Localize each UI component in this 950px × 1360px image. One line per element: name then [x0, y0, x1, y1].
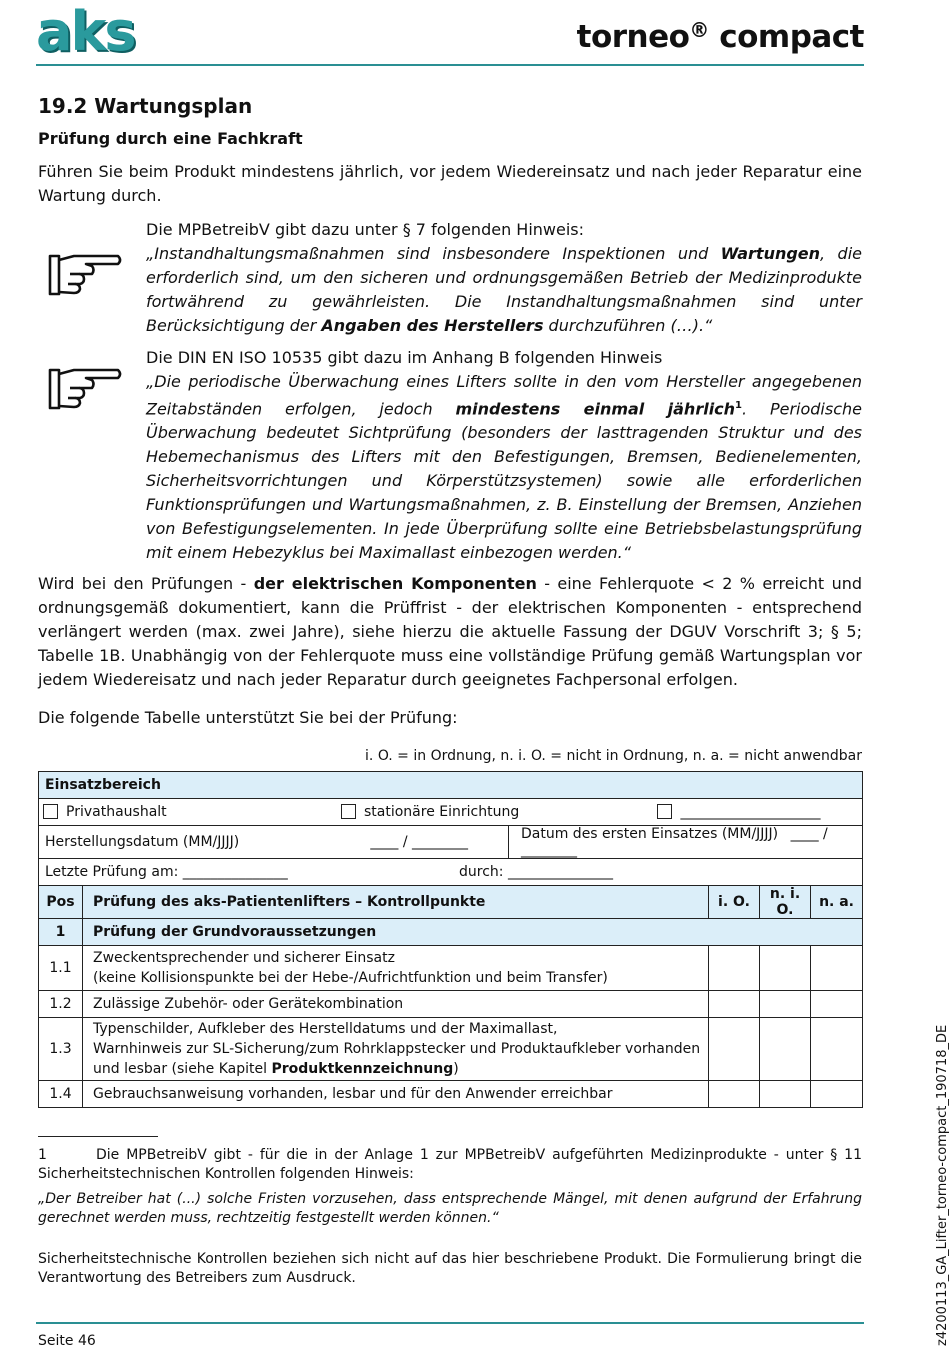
row-text-part: ): [453, 1061, 459, 1077]
note1-quote-part: , die erforderlich sind, um den sicheren und ordnungsgemäßen Betrieb der Medizinprodukte fortwährend zu gewährleisten. Die Instandhaltungsmaßnahmen sind unter Berücksichtigung der: [146, 244, 862, 335]
footnote-1: [38, 1146, 862, 1184]
letzte-pruefung-field: [39, 859, 863, 886]
col-header-na: n. a.: [811, 886, 863, 919]
row-pos: 1.3: [39, 1018, 83, 1081]
table-row: [39, 799, 863, 826]
check-na-cell[interactable]: [811, 991, 863, 1018]
table-legend: i. O. = in Ordnung, n. i. O. = nicht in Ordnung, n. a. = nicht anwendbar: [365, 748, 862, 764]
intro-paragraph: Führen Sie beim Produkt mindestens jährlich, vor jedem Wiedereinsatz und nach jeder Reparatur eine Wartung durch.: [38, 162, 862, 205]
check-io-cell[interactable]: [709, 946, 760, 991]
option-label: Privathaushalt: [66, 804, 167, 820]
check-na-cell[interactable]: [811, 1018, 863, 1081]
einsatzbereich-options: [39, 799, 863, 826]
check-na-cell[interactable]: [811, 946, 863, 991]
registered-mark: ®: [689, 18, 709, 42]
note-din-en-iso: [146, 346, 862, 565]
check-na-cell[interactable]: [811, 1081, 863, 1108]
letzte-pruefung-label[interactable]: Letzte Prüfung am: _______________: [45, 864, 288, 880]
pointing-hand-icon: [46, 362, 124, 414]
field-label: Herstellungsdatum (MM/JJJJ): [45, 834, 240, 850]
row-text-line: Typenschilder, Aufkleber des Herstelldatums und der Maximallast,: [93, 1021, 558, 1037]
footnote-marker: 1: [735, 400, 743, 411]
header-rule: [36, 64, 864, 66]
row-text-line: [93, 1059, 702, 1079]
page-number: Seite 46: [38, 1333, 96, 1349]
note2-lead: Die DIN EN ISO 10535 gibt dazu im Anhang B folgenden Hinweis: [146, 348, 663, 367]
pointing-hand-icon: [46, 248, 124, 300]
note1-bold-angaben: Angaben des Herstellers: [321, 316, 544, 335]
durch-label[interactable]: durch: _______________: [459, 864, 613, 880]
table-row: [39, 772, 863, 799]
checkbox-stationaer[interactable]: [341, 804, 356, 819]
check-nio-cell[interactable]: [760, 1018, 811, 1081]
table-row: [39, 991, 863, 1018]
section-pos: 1: [39, 919, 83, 946]
row-pos: 1.1: [39, 946, 83, 991]
footnote-number: 1: [38, 1147, 47, 1163]
note2-quote-part: „Die periodische Überwachung eines Lifters sollte in den vom Hersteller angegebenen Zeitabständen erfolgen, jedoch: [146, 372, 862, 419]
row-description: [83, 946, 709, 991]
row-text-part: und lesbar (siehe Kapitel: [93, 1061, 272, 1077]
note1-quote: [146, 242, 862, 338]
row-text-line: Zweckentsprechender und sicherer Einsatz: [93, 950, 395, 966]
row-text-line: (keine Kollisionspunkte bei der Hebe-/Aufrichtfunktion und beim Transfer): [93, 970, 608, 986]
table-row: [39, 1081, 863, 1108]
checkbox-privathaushalt[interactable]: [43, 804, 58, 819]
note2-quote: [146, 370, 862, 565]
table-row: [39, 1018, 863, 1081]
table-row: [39, 826, 863, 859]
field-blank[interactable]: ____ / ________: [370, 834, 468, 850]
check-io-cell[interactable]: [709, 991, 760, 1018]
check-nio-cell[interactable]: [760, 946, 811, 991]
row-pos: 1.2: [39, 991, 83, 1018]
note1-quote-part: durchzuführen (…).“: [543, 316, 713, 335]
section-row: [39, 919, 863, 946]
row-pos: 1.4: [39, 1081, 83, 1108]
document-code: z4200113_GA_Lifter_torneo-compact_190718_DE: [935, 1024, 950, 1346]
erster-einsatz-field: [509, 826, 863, 859]
footer-rule: [36, 1322, 864, 1324]
col-header-io: i. O.: [709, 886, 760, 919]
note2-quote-part: . Periodische Überwachung bedeutet Sichtprüfung (besonders der lasttragenden Struktur und des Hebemechanismus des Lifters mit den Befestigungen, Bremsen, Bedienelementen, Sicherheitsvorrichtungen und Körperstützsystemen) sowie alle erforderlichen Funktionsprüfungen und Wartungsmaßnahmen, z. B. Einstellung der Bremsen, Anziehen von Befestigungselementen. In jede Überprüfung sollte eine Betriebsbelastungsprüfung mit einem Hebezyklus bei Maximallast einbezogen werden.“: [146, 399, 862, 563]
section-title-cell: Prüfung der Grundvoraussetzungen: [83, 919, 863, 946]
other-blank: ____________________: [680, 804, 821, 820]
note1-lead: Die MPBetreibV gibt dazu unter § 7 folgenden Hinweis:: [146, 220, 585, 239]
table-row: [39, 859, 863, 886]
footnote-quote: „Der Betreiber hat (...) solche Fristen vorzusehen, dass entsprechende Mängel, mit denen aufgrund der Erfahrung gerechnet werden muss, rechtzeitig festgestellt werden können.“: [38, 1191, 862, 1226]
row-description: Gebrauchsanweisung vorhanden, lesbar und für den Anwender erreichbar: [83, 1081, 709, 1108]
check-io-cell[interactable]: [709, 1018, 760, 1081]
product-name: torneo: [576, 19, 690, 55]
maintenance-table: [38, 771, 863, 1108]
electrical-paragraph: [38, 572, 862, 692]
herstellungsdatum-field: [39, 826, 509, 859]
footnote-rule: [38, 1136, 158, 1137]
product-title: [577, 10, 864, 57]
footnote-remark: Sicherheitstechnische Kontrollen beziehen sich nicht auf das hier beschriebene Produkt. Die Formulierung bringt die Verantwortung des Betreibers zum Ausdruck.: [38, 1251, 862, 1286]
table-intro: Die folgende Tabelle unterstützt Sie bei der Prüfung:: [38, 708, 458, 727]
electrical-text: Wird bei den Prüfungen -: [38, 574, 254, 593]
document-code-vertical: [935, 1016, 950, 1346]
row-description: [83, 1018, 709, 1081]
footnote-text: Die MPBetreibV gibt - für die in der Anlage 1 zur MPBetreibV aufgeführten Medizinprodukte - unter § 11 Sicherheitstechnischen Kontrollen folgenden Hinweis:: [38, 1147, 862, 1182]
note-mpbetreibv: [146, 218, 862, 338]
check-io-cell[interactable]: [709, 1081, 760, 1108]
aks-logo: aks: [36, 0, 135, 63]
row-description: Zulässige Zubehör- oder Gerätekombination: [83, 991, 709, 1018]
electrical-bold: der elektrischen Komponenten: [253, 574, 537, 593]
subsection-title: Prüfung durch eine Fachkraft: [38, 129, 303, 148]
product-suffix: compact: [719, 19, 864, 55]
col-header-pos: Pos: [39, 886, 83, 919]
note1-bold-wartungen: Wartungen: [720, 244, 821, 263]
col-header-title: Prüfung des aks-Patientenlifters – Kontrollpunkte: [83, 886, 709, 919]
table-row: [39, 946, 863, 991]
field-label: Datum des ersten Einsatzes (MM/JJJJ): [521, 826, 779, 842]
section-title: 19.2 Wartungsplan: [38, 94, 253, 118]
einsatzbereich-header: Einsatzbereich: [39, 772, 863, 799]
checkbox-other[interactable]: [657, 804, 672, 819]
electrical-text: - eine Fehlerquote < 2 % erreicht und ordnungsgemäß dokumentiert, kann die Prüffrist - der elektrischen Komponenten - entsprechend verlängert werden (max. zwei Jahre), siehe hierzu die aktuelle Fassung der DGUV Vorschrift 3; § 5; Tabelle 1B. Unabhängig von der Fehlerquote muss eine vollständige Prüfung gemäß Wartungsplan vor jedem Wiedereisatz und nach jeder Reparatur durch geeignetes Fachpersonal erfolgen.: [38, 574, 863, 689]
option-label: stationäre Einrichtung: [364, 804, 520, 820]
note1-quote-part: „Instandhaltungsmaßnahmen sind insbesondere Inspektionen und: [146, 244, 721, 263]
table-header-row: [39, 886, 863, 919]
check-nio-cell[interactable]: [760, 1081, 811, 1108]
note2-bold-jaehrlich: mindestens einmal jährlich: [455, 399, 736, 419]
field-blank[interactable]: ____ / ________: [521, 826, 828, 858]
row-text-line: Warnhinweis zur SL-Sicherung/zum Rohrklappstecker und Produktaufkleber vorhanden: [93, 1041, 701, 1057]
check-nio-cell[interactable]: [760, 991, 811, 1018]
chapter-reference: Produktkennzeichnung: [271, 1061, 454, 1077]
col-header-nio: n. i. O.: [760, 886, 811, 919]
